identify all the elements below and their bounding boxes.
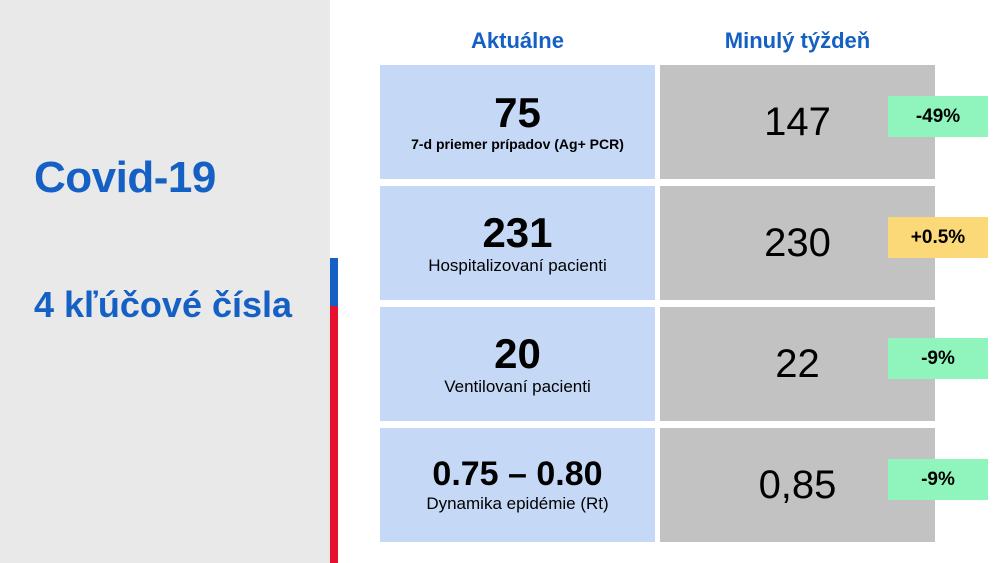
table-row	[380, 65, 1000, 179]
cell-current	[380, 186, 655, 300]
column-header-previous: Minulý týždeň	[724, 28, 871, 53]
current-value: 20	[494, 329, 541, 377]
metrics-table	[380, 0, 1000, 563]
accent-bar-blue	[330, 258, 338, 306]
accent-bar-red	[330, 306, 338, 563]
current-value: 0.75 – 0.80	[432, 454, 603, 493]
page-subtitle: 4 kľúčové čísla	[34, 284, 293, 325]
table-row	[380, 307, 1000, 421]
metric-label: Dynamika epidémie (Rt)	[426, 493, 609, 513]
table-row	[380, 428, 1000, 542]
metric-label: Ventilovaní pacienti	[444, 376, 591, 396]
cell-current	[380, 428, 655, 542]
cell-current	[380, 307, 655, 421]
status-badge: -49%	[888, 96, 988, 137]
left-panel	[0, 0, 330, 563]
cell-current	[380, 65, 655, 179]
previous-value: 230	[764, 220, 831, 265]
current-value: 75	[494, 89, 541, 137]
table-row	[380, 186, 1000, 300]
status-badge: +0.5%	[888, 217, 988, 258]
table-rows	[380, 65, 1000, 549]
column-headers	[380, 28, 1000, 62]
metric-label: Hospitalizovaní pacienti	[428, 255, 607, 275]
column-header-current: Aktuálne	[471, 28, 564, 53]
status-badge: -9%	[888, 338, 988, 379]
previous-value: 0,85	[758, 462, 837, 507]
previous-value: 147	[764, 99, 831, 144]
previous-value: 22	[775, 341, 820, 386]
page-title: Covid-19	[34, 153, 216, 202]
title-block	[34, 155, 314, 201]
current-value: 231	[482, 208, 553, 256]
status-badge: -9%	[888, 459, 988, 500]
metric-label: 7-d priemer prípadov (Ag+ PCR)	[411, 136, 624, 153]
